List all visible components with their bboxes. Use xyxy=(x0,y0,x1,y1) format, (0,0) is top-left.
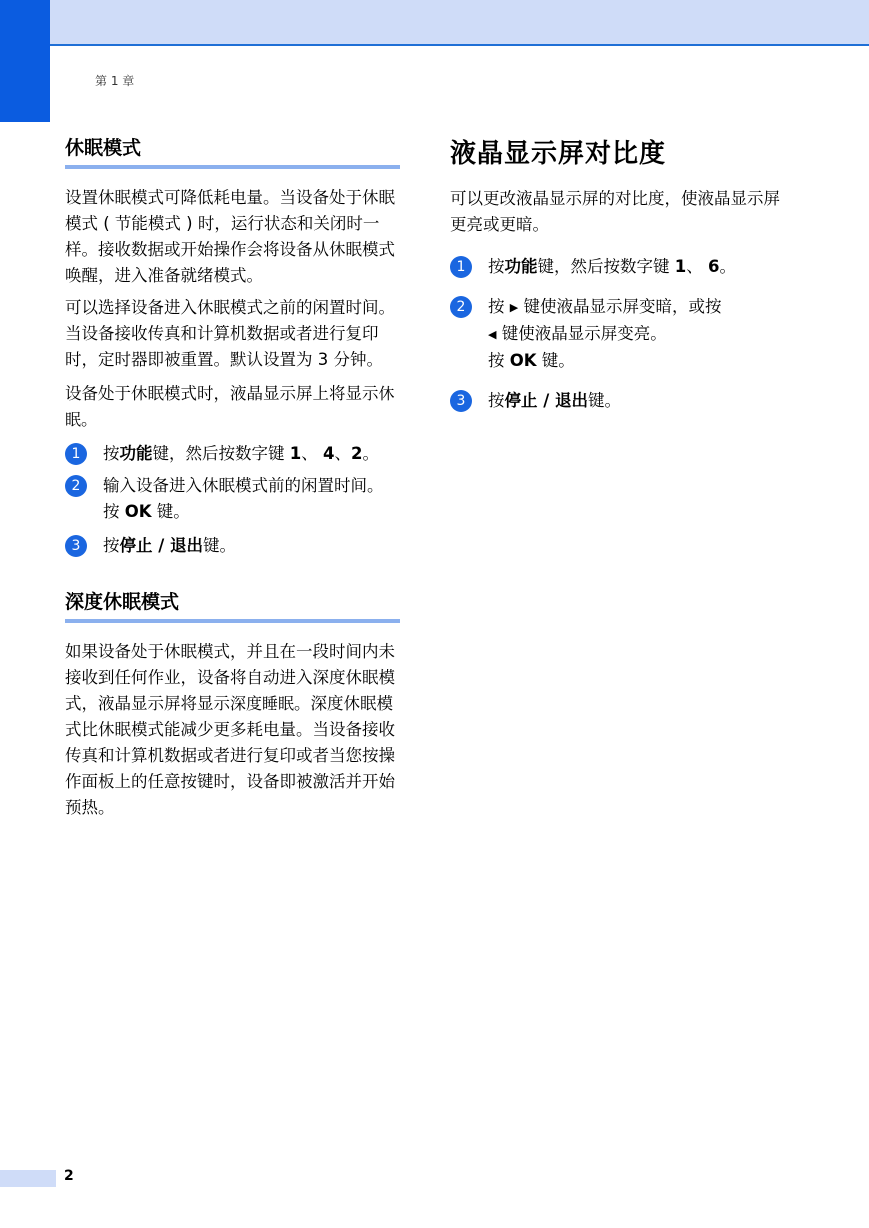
contrast-step-1: 1 按功能键，然后按数字键 1、 6。 xyxy=(450,254,790,280)
sleep-paragraph-2: 可以选择设备进入休眠模式之前的闲置时间。当设备接收传真和计算机数据或者进行复印时，定时器即被重置。默认设置为 3 分钟。 xyxy=(65,298,395,369)
contrast-intro: 可以更改液晶显示屏的对比度，使液晶显示屏更亮或更暗。 xyxy=(450,189,780,234)
left-column xyxy=(65,133,400,821)
lcd-text-sleep: 休眠 xyxy=(65,384,395,429)
page-number: 2 xyxy=(64,1168,74,1184)
step-number-badge: 3 xyxy=(450,390,472,412)
step-number-badge: 1 xyxy=(65,443,87,465)
key-stop-exit: 停止 / 退出 xyxy=(119,536,204,555)
footer-band xyxy=(0,1170,56,1187)
chapter-tab xyxy=(0,0,50,122)
header-rule xyxy=(50,44,869,46)
step-number-badge: 3 xyxy=(65,535,87,557)
key-ok: OK xyxy=(509,351,537,370)
step-number-badge: 1 xyxy=(450,256,472,278)
sleep-step-1: 1 按功能键，然后按数字键 1、 4、2。 xyxy=(65,441,400,467)
deep-sleep-paragraph: 如果设备处于休眠模式，并且在一段时间内未接收到任何作业，设备将自动进入深度休眠模式，液晶显示屏将显示深度睡眠。深度休眠模式比休眠模式能减少更多耗电量。当设备接收传真和计算机数据或者进行复印或者当您按操作面板上的任意按键时，设备即被激活并开始预热。 xyxy=(65,642,395,817)
main-heading-contrast: 液晶显示屏对比度 xyxy=(450,139,667,169)
chapter-label: 第 1 章 xyxy=(95,74,135,88)
step-number-badge: 2 xyxy=(65,475,87,497)
contrast-step-2: 2 按 ▶ 键使液晶显示屏变暗，或按 ◀ 键使液晶显示屏变亮。 按 OK 键。 xyxy=(450,294,790,374)
key-function: 功能 xyxy=(504,257,538,276)
key-stop-exit: 停止 / 退出 xyxy=(504,391,589,410)
lcd-text-deep-sleep: 深度睡眠 xyxy=(230,694,295,713)
section-heading-deep-sleep: 深度休眠模式 xyxy=(65,587,400,623)
section-heading-sleep: 休眠模式 xyxy=(65,133,400,169)
key-function: 功能 xyxy=(119,444,153,463)
sleep-step-2: 2 输入设备进入休眠模式前的闲置时间。 按 OK 键。 xyxy=(65,473,400,525)
right-arrow-icon: ▶ xyxy=(509,301,519,314)
right-column xyxy=(450,133,790,414)
sleep-paragraph-1: 设置休眠模式可降低耗电量。当设备处于休眠模式 ( 节能模式 ) 时，运行状态和关闭时一样。接收数据或开始操作会将设备从休眠模式唤醒，进入准备就绪模式。 xyxy=(65,188,395,285)
sleep-paragraph-3: 设备处于休眠模式时，液晶显示屏上将显示休眠。 xyxy=(65,384,395,429)
left-arrow-icon: ◀ xyxy=(488,328,497,341)
sleep-step-3: 3 按停止 / 退出键。 xyxy=(65,533,400,559)
step-number-badge: 2 xyxy=(450,296,472,318)
key-ok: OK xyxy=(124,502,152,521)
contrast-step-3: 3 按停止 / 退出键。 xyxy=(450,388,790,414)
header-band xyxy=(0,0,869,46)
